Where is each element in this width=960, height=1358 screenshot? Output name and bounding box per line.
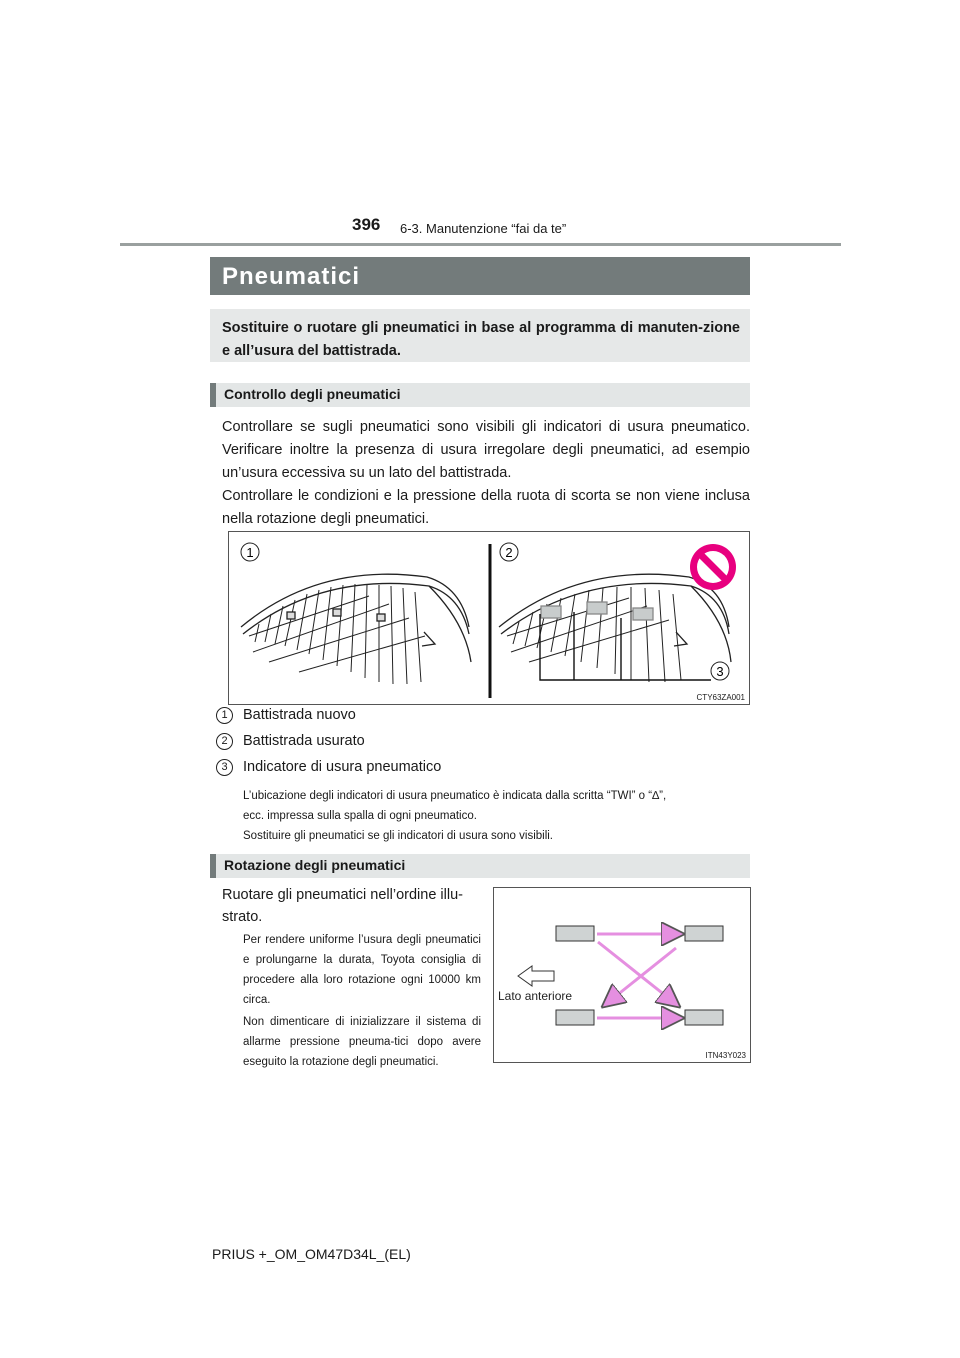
legend-item [216,707,356,724]
intro-box [210,309,750,362]
document-code-footer: PRIUS +_OM_OM47D34L_(EL) [212,1246,411,1262]
page-title: Pneumatici [222,263,361,290]
tread-note [243,786,751,846]
rotation-figure [493,887,751,1063]
legend-text: Indicatore di usura pneumatico [243,759,442,775]
rotation-diagram [494,888,750,1062]
note-line: L’ubicazione degli indicatori di usura pneumatico è indicata dalla scritta “TWI” o “∆”, [243,790,667,802]
callout-3: 3 [716,664,724,679]
paragraph: Controllare le condizioni e la pressione della ruota di scorta se non viene inclusa nella rotazione degli pneumatici. [222,488,750,527]
section-heading-tire-rotation [210,854,750,878]
callout-1: 1 [246,545,254,560]
legend-number: 1 [216,707,233,724]
legend-text: Battistrada nuovo [243,707,356,723]
rotation-arrows [597,934,679,1018]
rotation-instruction: Ruotare gli pneumatici nell’ordine illu-strato. [222,887,463,925]
legend-item [216,759,441,776]
note-line: ecc. impressa sulla spalla di ogni pneumatico. [243,810,477,822]
legend-number: 2 [216,733,233,750]
heading-accent-bar [210,854,216,878]
tire-front-left [556,926,594,941]
heading-accent-bar [210,383,216,407]
section-heading-text: Controllo degli pneumatici [224,386,401,402]
rotation-note: Per rendere uniforme l’usura degli pneumatici e prolungarne la durata, Toyota consiglia di procedere alla loro rotazione ogni 10000 km circa. [243,934,481,1006]
intro-text: Sostituire o ruotare gli pneumatici in base al programma di manuten-zione e all’usura del battistrada. [222,320,740,359]
tread-wear-figure [228,531,750,705]
figure-code: CTY63ZA001 [696,693,745,702]
callout-2: 2 [505,545,513,560]
section1-body [222,416,750,531]
front-side-label: Lato anteriore [498,989,573,1003]
worn-tread-tire [499,574,731,682]
tire-rear-left [556,1010,594,1025]
header-divider [120,243,841,246]
tire-front-right [685,926,723,941]
section-path: 6-3. Manutenzione “fai da te” [400,221,567,236]
no-entry-icon [690,544,736,590]
page-title-bar [210,257,750,295]
legend-number: 3 [216,759,233,776]
legend-item [216,733,365,750]
tire-rear-right [685,1010,723,1025]
front-direction-arrow-icon [518,966,554,986]
section-heading-tire-check [210,383,750,407]
section-heading-text: Rotazione degli pneumatici [224,857,406,873]
legend-text: Battistrada usurato [243,733,365,749]
paragraph: Controllare se sugli pneumatici sono visibili gli indicatori di usura pneumatico. Verificare inoltre la presenza di usura irregolare degli pneumatici, ad esempio un’usura eccessiva su un lato del battistrada. [222,419,750,481]
tread-illustration [229,532,749,704]
figure-code: ITN43Y023 [705,1051,746,1060]
new-tread-tire [241,574,471,684]
note-line: Sostituire gli pneumatici se gli indicatori di usura sono visibili. [243,830,554,842]
rotation-note: Non dimenticare di inizializzare il sistema di allarme pressione pneuma-tici dopo avere eseguito la rotazione degli pneumatici. [243,1016,481,1068]
page-number: 396 [352,215,381,234]
